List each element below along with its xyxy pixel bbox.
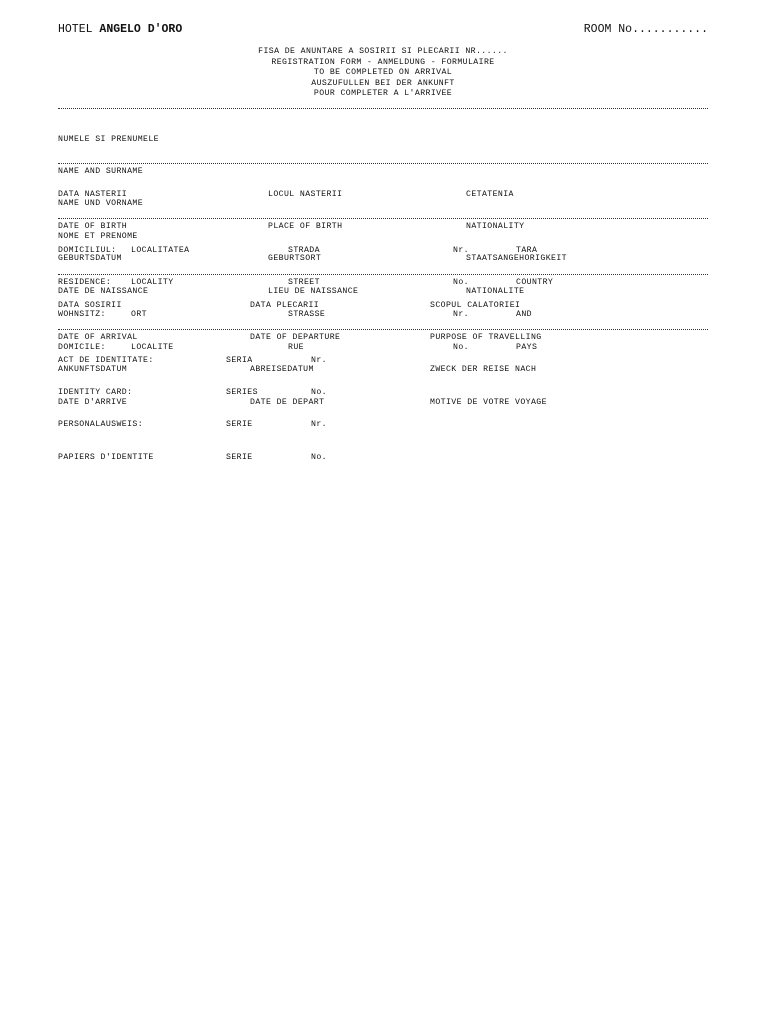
field-label: DATE OF ARRIVAL bbox=[58, 332, 138, 342]
field-label: NAME AND SURNAME bbox=[58, 166, 144, 176]
field-label: SCOPUL CALATORIEI bbox=[430, 300, 521, 310]
field-label: SERIES bbox=[226, 387, 258, 397]
field-label: PAYS bbox=[516, 342, 538, 352]
dotted-separator bbox=[58, 108, 708, 109]
field-label: NATIONALITY bbox=[466, 221, 525, 231]
field-label: PLACE OF BIRTH bbox=[268, 221, 343, 231]
field-label: No. bbox=[453, 277, 469, 287]
field-label: SERIE bbox=[226, 452, 253, 462]
form-title bbox=[58, 47, 708, 100]
form-title-line: FISA DE ANUNTARE A SOSIRII SI PLECARII NR...... bbox=[258, 47, 508, 56]
field-label: Nr. bbox=[311, 420, 327, 430]
field-label: Nr. bbox=[453, 245, 469, 255]
room-number-field: ROOM No........... bbox=[583, 23, 708, 36]
dotted-separator bbox=[58, 329, 708, 330]
identity-card-labels bbox=[58, 334, 154, 485]
form-title-line: TO BE COMPLETED ON ARRIVAL bbox=[313, 68, 453, 78]
field-label: LIEU DE NAISSANCE bbox=[268, 286, 359, 296]
form-title-line: POUR COMPLETER A L'ARRIVEE bbox=[313, 89, 453, 99]
field-label: TARA bbox=[516, 245, 538, 255]
field-label: RESIDENCE: bbox=[58, 277, 112, 287]
field-label: DOMICILE: bbox=[58, 342, 106, 352]
field-label: STRASSE bbox=[288, 310, 326, 320]
field-label: SERIA bbox=[226, 355, 253, 365]
dotted-separator bbox=[58, 163, 708, 164]
field-label: PURPOSE OF TRAVELLING bbox=[430, 332, 542, 342]
field-label: ORT bbox=[131, 310, 147, 320]
field-label: LOCALITATEA bbox=[131, 245, 190, 255]
field-label: DATA PLECARII bbox=[250, 300, 320, 310]
field-label: PERSONALAUSWEIS: bbox=[58, 420, 144, 430]
field-label: CETATENIA bbox=[466, 189, 514, 199]
field-label: IDENTITY CARD: bbox=[58, 387, 133, 397]
field-label: MOTIVE DE VOTRE VOYAGE bbox=[430, 397, 547, 407]
field-label: DATE OF BIRTH bbox=[58, 221, 128, 231]
dotted-separator bbox=[58, 218, 708, 219]
field-label: DATA NASTERII bbox=[58, 189, 128, 199]
field-label: ABREISEDATUM bbox=[250, 365, 314, 375]
travel-purpose-labels bbox=[430, 279, 547, 430]
dotted-separator bbox=[58, 274, 708, 275]
id-number-labels bbox=[311, 334, 332, 485]
id-series-labels bbox=[226, 334, 258, 485]
field-label: DATE DE DEPART bbox=[250, 397, 325, 407]
field-label: DATA SOSIRII bbox=[58, 300, 122, 310]
field-label: STRADA bbox=[288, 245, 320, 255]
field-label: RUE bbox=[288, 342, 304, 352]
field-label: No. bbox=[453, 342, 469, 352]
field-label: STREET bbox=[288, 277, 320, 287]
hotel-name: ANGELO D'ORO bbox=[99, 23, 183, 36]
hotel-heading bbox=[58, 23, 182, 37]
field-label: LOCUL NASTERII bbox=[268, 189, 343, 199]
field-label: No. bbox=[311, 387, 327, 397]
field-label: DOMICILIUL: bbox=[58, 245, 117, 255]
field-label: Nr. bbox=[311, 355, 327, 365]
field-label: DATE DE NAISSANCE bbox=[58, 286, 149, 296]
field-label: ANKUNFTSDATUM bbox=[58, 365, 128, 375]
field-label: ZWECK DER REISE NACH bbox=[430, 365, 537, 375]
hotel-prefix: HOTEL bbox=[58, 23, 100, 36]
form-title-line: AUSZUFULLEN BEI DER ANKUNFT bbox=[311, 78, 455, 88]
field-label: LOCALITE bbox=[131, 342, 174, 352]
field-label: ACT DE IDENTITATE: bbox=[58, 355, 154, 365]
field-label: SERIE bbox=[226, 420, 253, 430]
field-label: COUNTRY bbox=[516, 277, 554, 287]
field-label: LOCALITY bbox=[131, 277, 174, 287]
field-label: PAPIERS D'IDENTITE bbox=[58, 452, 154, 462]
field-label: NATIONALITE bbox=[466, 286, 525, 296]
field-label: WOHNSITZ: bbox=[58, 310, 106, 320]
field-label: NUMELE SI PRENUMELE bbox=[58, 134, 159, 144]
field-label: No. bbox=[311, 452, 327, 462]
field-label: Nr. bbox=[453, 310, 469, 320]
field-label: GEBURTSDATUM bbox=[58, 254, 122, 264]
field-label: GEBURTSORT bbox=[268, 254, 322, 264]
field-label: NAME UND VORNAME bbox=[58, 199, 144, 209]
field-label: STAATSANGEHORIGKEIT bbox=[466, 254, 567, 264]
form-title-line: REGISTRATION FORM - ANMELDUNG - FORMULAIRE bbox=[271, 57, 495, 67]
field-label: DATE OF DEPARTURE bbox=[250, 332, 341, 342]
field-label: DATE D'ARRIVE bbox=[58, 397, 128, 407]
field-label: NOME ET PRENOME bbox=[58, 231, 138, 241]
field-label: AND bbox=[516, 310, 532, 320]
